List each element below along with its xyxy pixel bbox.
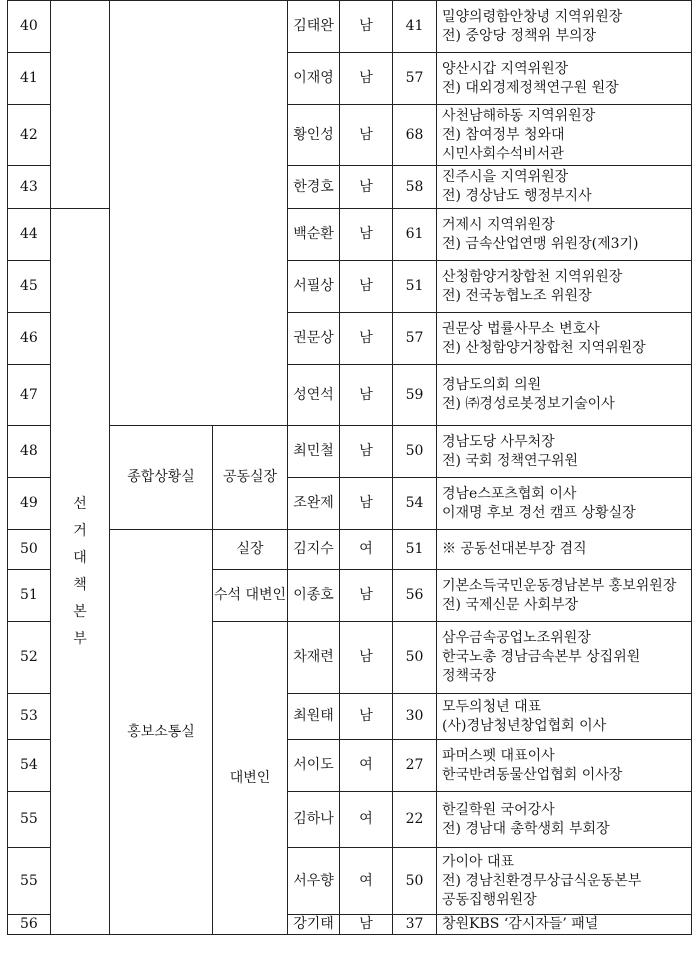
career-line: 모두의청년 대표 bbox=[442, 698, 542, 715]
group-pr-head-cell bbox=[213, 530, 288, 570]
table-row bbox=[8, 426, 692, 478]
member-name: 최민철 bbox=[288, 426, 340, 478]
career-line: (사)경남청년창업협회 이사 bbox=[442, 717, 607, 734]
row-number: 55 bbox=[8, 848, 51, 915]
member-age: 50 bbox=[393, 426, 437, 478]
member-sex: 여 bbox=[340, 740, 393, 792]
member-sex: 남 bbox=[340, 365, 393, 426]
group-pr-room-cell bbox=[110, 530, 213, 935]
member-name: 차재련 bbox=[288, 622, 340, 694]
career-line: 전) 국회 정책연구위원 bbox=[442, 452, 579, 469]
member-career bbox=[437, 478, 692, 530]
member-age: 61 bbox=[393, 209, 437, 261]
career-line: 경남e스포츠협회 이사 bbox=[442, 485, 577, 502]
member-age: 37 bbox=[393, 915, 437, 935]
member-name: 김하나 bbox=[288, 792, 340, 848]
career-line: 이재명 후보 경선 캠프 상황실장 bbox=[442, 504, 636, 521]
empty-subdivision-cell bbox=[110, 1, 288, 426]
member-name: 서이도 bbox=[288, 740, 340, 792]
member-sex: 남 bbox=[340, 478, 393, 530]
row-number: 50 bbox=[8, 530, 51, 570]
career-line: 전) 참여정부 청와대 bbox=[442, 126, 565, 143]
member-career bbox=[437, 365, 692, 426]
member-sex: 남 bbox=[340, 570, 393, 622]
career-line: 양산시갑 지역위원장 bbox=[442, 60, 569, 77]
member-career bbox=[437, 622, 692, 694]
member-sex: 남 bbox=[340, 53, 393, 105]
career-line: 전) 대외경제정책연구원 원장 bbox=[442, 79, 619, 96]
group-pr-room-label: 홍보소통실 bbox=[127, 723, 195, 740]
member-name: 조완제 bbox=[288, 478, 340, 530]
member-age: 54 bbox=[393, 478, 437, 530]
career-line: 한길학원 국어강사 bbox=[442, 801, 555, 818]
career-line: 전) 경상남도 행정부지사 bbox=[442, 188, 592, 204]
member-career bbox=[437, 166, 692, 209]
row-number: 51 bbox=[8, 570, 51, 622]
row-number: 43 bbox=[8, 166, 51, 209]
row-number: 48 bbox=[8, 426, 51, 478]
member-sex: 남 bbox=[340, 1, 393, 53]
member-sex: 남 bbox=[340, 915, 393, 935]
career-line: 파머스펫 대표이사 bbox=[442, 747, 555, 764]
career-line: 삼우금속공업노조위원장 bbox=[442, 630, 591, 646]
career-line: 전) 중앙당 정책위 부의장 bbox=[442, 27, 597, 44]
member-name: 강기태 bbox=[288, 915, 340, 935]
career-line: 사천남해하동 지역위원장 bbox=[442, 107, 596, 124]
group-chief-spokesperson-label: 수석 대변인 bbox=[213, 587, 287, 603]
career-line: 전) 경남친환경무상급식운동본부 bbox=[442, 872, 642, 889]
member-career bbox=[437, 530, 692, 570]
member-sex: 여 bbox=[340, 848, 393, 915]
member-age: 51 bbox=[393, 261, 437, 313]
career-line: 한국반려동물산업협회 이사장 bbox=[442, 766, 623, 783]
member-name: 황인성 bbox=[288, 105, 340, 166]
row-number: 54 bbox=[8, 740, 51, 792]
career-line: 경남도의회 의원 bbox=[442, 377, 542, 393]
career-line: 전) 전국농협노조 위원장 bbox=[442, 287, 592, 304]
career-line: 한국노총 경남금속본부 상집위원 bbox=[442, 649, 641, 665]
group-situation-role-cell bbox=[213, 426, 288, 530]
member-sex: 남 bbox=[340, 105, 393, 166]
row-number: 40 bbox=[8, 1, 51, 53]
member-sex: 남 bbox=[340, 694, 393, 740]
row-number: 56 bbox=[8, 915, 51, 935]
career-line: 기본소득국민운동경남본부 홍보위원장 bbox=[442, 577, 677, 594]
member-age: 27 bbox=[393, 740, 437, 792]
row-number: 41 bbox=[8, 53, 51, 105]
member-sex: 여 bbox=[340, 530, 393, 570]
group-situation-room-label: 종합상황실 bbox=[127, 469, 195, 485]
career-line: 공동집행위원장 bbox=[442, 891, 537, 908]
member-name: 이재영 bbox=[288, 53, 340, 105]
row-number: 47 bbox=[8, 365, 51, 426]
member-age: 68 bbox=[393, 105, 437, 166]
career-line: 경남도당 사무처장 bbox=[442, 433, 555, 450]
group-situation-role-label: 공동실장 bbox=[222, 469, 278, 485]
career-line: 거제시 지역위원장 bbox=[442, 216, 555, 233]
member-career bbox=[437, 313, 692, 365]
row-number: 49 bbox=[8, 478, 51, 530]
member-sex: 남 bbox=[340, 209, 393, 261]
member-career bbox=[437, 426, 692, 478]
member-career bbox=[437, 105, 692, 166]
career-line: 밀양의령함안창녕 지역위원장 bbox=[442, 8, 623, 25]
row-number: 52 bbox=[8, 622, 51, 694]
row-number: 42 bbox=[8, 105, 51, 166]
career-line: 가이아 대표 bbox=[442, 853, 515, 870]
member-age: 58 bbox=[393, 166, 437, 209]
member-name: 권문상 bbox=[288, 313, 340, 365]
roster-table bbox=[7, 0, 692, 935]
group-chief-spokesperson-cell bbox=[213, 570, 288, 622]
member-sex: 남 bbox=[340, 261, 393, 313]
career-line: 산청함양거창합천 지역위원장 bbox=[442, 268, 623, 285]
empty-hq-cell bbox=[51, 1, 110, 209]
table-row bbox=[8, 1, 692, 53]
row-number: 53 bbox=[8, 694, 51, 740]
member-name: 서필상 bbox=[288, 261, 340, 313]
member-age: 57 bbox=[393, 53, 437, 105]
row-number: 46 bbox=[8, 313, 51, 365]
member-name: 이종호 bbox=[288, 570, 340, 622]
career-line: 전) ㈜경성로봇정보기술이사 bbox=[442, 396, 615, 412]
group-hq-label: 선거대책본부 bbox=[73, 495, 87, 647]
member-career bbox=[437, 209, 692, 261]
member-age: 41 bbox=[393, 1, 437, 53]
member-sex: 남 bbox=[340, 166, 393, 209]
career-line: 전) 경남대 총학생회 부회장 bbox=[442, 820, 610, 837]
group-pr-head-label: 실장 bbox=[236, 541, 264, 557]
member-sex: 남 bbox=[340, 313, 393, 365]
member-career bbox=[437, 740, 692, 792]
career-line: 정책국장 bbox=[442, 668, 497, 684]
member-career bbox=[437, 694, 692, 740]
member-name: 서우향 bbox=[288, 848, 340, 915]
member-name: 백순환 bbox=[288, 209, 340, 261]
member-career bbox=[437, 1, 692, 53]
group-spokesperson-label: 대변인 bbox=[229, 769, 271, 786]
group-spokesperson-cell bbox=[213, 622, 288, 935]
member-career bbox=[437, 261, 692, 313]
row-number: 45 bbox=[8, 261, 51, 313]
career-line: 전) 국제신문 사회부장 bbox=[442, 596, 579, 613]
member-age: 30 bbox=[393, 694, 437, 740]
career-line: 전) 산청함양거창합천 지역위원장 bbox=[442, 339, 646, 356]
career-line: 권문상 법률사무소 변호사 bbox=[442, 320, 600, 337]
career-line: ※ 공동선대본부장 겸직 bbox=[442, 541, 587, 557]
member-age: 50 bbox=[393, 848, 437, 915]
member-age: 57 bbox=[393, 313, 437, 365]
member-name: 성연석 bbox=[288, 365, 340, 426]
member-age: 59 bbox=[393, 365, 437, 426]
group-hq-cell bbox=[51, 209, 110, 935]
career-line: 창원KBS ‘감시자들’ 패널 bbox=[442, 916, 599, 932]
member-sex: 남 bbox=[340, 622, 393, 694]
table-row bbox=[8, 530, 692, 570]
member-career bbox=[437, 53, 692, 105]
member-career bbox=[437, 848, 692, 915]
member-age: 22 bbox=[393, 792, 437, 848]
career-line: 진주시을 지역위원장 bbox=[442, 169, 569, 185]
row-number: 55 bbox=[8, 792, 51, 848]
member-name: 한경호 bbox=[288, 166, 340, 209]
member-age: 51 bbox=[393, 530, 437, 570]
member-name: 김태완 bbox=[288, 1, 340, 53]
member-career bbox=[437, 915, 692, 935]
member-name: 최원태 bbox=[288, 694, 340, 740]
member-sex: 남 bbox=[340, 426, 393, 478]
member-name: 김지수 bbox=[288, 530, 340, 570]
member-career bbox=[437, 570, 692, 622]
career-line: 전) 금속산업연맹 위원장(제3기) bbox=[442, 235, 639, 252]
member-career bbox=[437, 792, 692, 848]
member-age: 56 bbox=[393, 570, 437, 622]
career-line: 시민사회수석비서관 bbox=[442, 145, 564, 162]
group-situation-room-cell bbox=[110, 426, 213, 530]
member-sex: 여 bbox=[340, 792, 393, 848]
row-number: 44 bbox=[8, 209, 51, 261]
member-age: 50 bbox=[393, 622, 437, 694]
